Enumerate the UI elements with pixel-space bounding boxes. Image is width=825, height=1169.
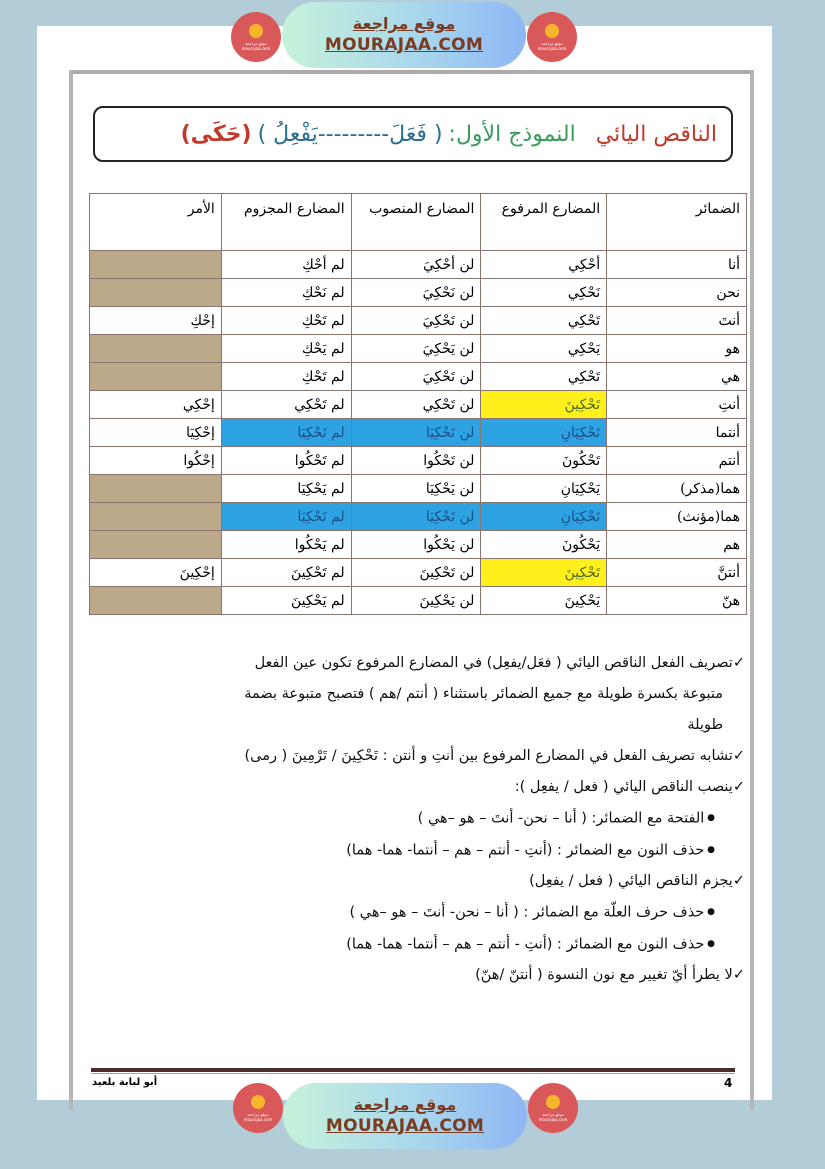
book-logo-icon <box>545 24 559 38</box>
header-marfu: المضارع المرفوع <box>481 194 607 251</box>
title-type: الناقص اليائي <box>595 121 717 147</box>
cell-majzum: لم يَحْكِ <box>221 335 351 363</box>
note-1-line-2: متبوعة بكسرة طويلة مع جميع الضمائر باستثناء ( أنتم /هم ) فتصبح متبوعة بضمة <box>244 686 723 702</box>
table-row <box>90 251 747 279</box>
cell-amr <box>90 587 222 615</box>
logo-caption: mourajaa.com <box>241 45 271 51</box>
page-frame-right <box>750 70 754 1110</box>
table-row <box>90 531 747 559</box>
cell-pronoun: أنتِ <box>607 391 747 419</box>
table-row <box>90 335 747 363</box>
cell-mansub: لن تَحْكِي <box>351 391 481 419</box>
cell-amr <box>90 503 222 531</box>
footer-divider-shadow <box>91 1073 735 1074</box>
cell-pronoun: أنتَ <box>607 307 747 335</box>
cell-marfu: يَحْكِي <box>481 335 607 363</box>
cell-amr <box>90 475 222 503</box>
cell-pronoun: أنتنَّ <box>607 559 747 587</box>
logo-caption: mourajaa.com <box>537 45 567 51</box>
cell-majzum: لم تَحْكُوا <box>221 447 351 475</box>
note-4-bullet-1: ● حذف حرف العلّة مع الضمائر : ( أنا – نحن- أنتَ – هو –هي ) <box>95 897 745 929</box>
header-amr: الأمر <box>90 194 222 251</box>
watermark-logo-right-top <box>527 12 577 62</box>
watermark-logo-left-bottom <box>233 1083 283 1133</box>
header-majzum: المضارع المجزوم <box>221 194 351 251</box>
cell-amr: إحْكِ <box>90 307 222 335</box>
cell-mansub: لن نَحْكِيَ <box>351 279 481 307</box>
watermark-logo-right-bottom <box>528 1083 578 1133</box>
cell-pronoun: أنتم <box>607 447 747 475</box>
title-model: النموذج الأول: <box>448 121 576 147</box>
cell-mansub: لن أحْكِيَ <box>351 251 481 279</box>
table-row <box>90 419 747 447</box>
note-3-bullet-2: ● حذف النون مع الضمائر : (أنتِ - أنتم – هم – أنتما- هما- هما) <box>95 835 745 867</box>
cell-majzum: لم أحْكِ <box>221 251 351 279</box>
cell-amr <box>90 363 222 391</box>
table-header-row <box>90 194 747 251</box>
cell-mansub: لن يَحْكِيَا <box>351 475 481 503</box>
cell-pronoun: هو <box>607 335 747 363</box>
note-4: ✓ يجزم الناقص اليائي ( فعل / يفعِل) <box>95 866 745 897</box>
cell-majzum: لم تَحْكِي <box>221 391 351 419</box>
note-1-line-3: طويلة <box>687 717 723 733</box>
cell-marfu-highlighted: تَحْكِينَ <box>481 391 607 419</box>
note-1-line-1: ✓ تصريف الفعل الناقص اليائي ( فعَل/يفعِل) في المضارع المرفوع تكون عين الفعل <box>95 648 745 679</box>
book-logo-icon <box>249 24 263 38</box>
page-frame-left <box>69 70 73 1110</box>
table-row <box>90 559 747 587</box>
cell-marfu: تَحْكِي <box>481 363 607 391</box>
cell-majzum: لم تَحْكِ <box>221 307 351 335</box>
cell-marfu: تَحْكِي <box>481 307 607 335</box>
cell-majzum: لم يَحْكِينَ <box>221 587 351 615</box>
cell-majzum: لم نَحْكِ <box>221 279 351 307</box>
table-row <box>90 279 747 307</box>
cell-majzum: لم تَحْكِ <box>221 363 351 391</box>
watermark-banner-top[interactable] <box>282 2 526 68</box>
cell-marfu: تَحْكُونَ <box>481 447 607 475</box>
logo-caption: mourajaa.com <box>243 1116 273 1122</box>
cell-mansub: لن تَحْكُوا <box>351 447 481 475</box>
cell-amr: إحْكِي <box>90 391 222 419</box>
cell-mansub: لن تَحْكِينَ <box>351 559 481 587</box>
logo-caption: موقع مراجعة <box>541 40 563 46</box>
logo-caption: mourajaa.com <box>538 1116 568 1122</box>
note-2: ✓ تشابه تصريف الفعل في المضارع المرفوع بين أنتِ و أنتن : تَحْكِينَ / تَرْمِينَ ( رمى) <box>95 741 745 772</box>
cell-pronoun: هما(مؤنث) <box>607 503 747 531</box>
cell-amr <box>90 251 222 279</box>
book-logo-icon <box>251 1095 265 1109</box>
cell-majzum-highlighted: لم تَحْكِيَا <box>221 503 351 531</box>
cell-majzum: لم يَحْكُوا <box>221 531 351 559</box>
note-4-bullet-2: ● حذف النون مع الضمائر : (أنتِ - أنتم – هم – أنتما- هما- هما) <box>95 929 745 961</box>
watermark-english: MOURAJAA.COM <box>325 1116 485 1136</box>
cell-pronoun: نحن <box>607 279 747 307</box>
table-row <box>90 363 747 391</box>
note-3-bullet-1: ● الفتحة مع الضمائر: ( أنا – نحن- أنتَ – هو –هي ) <box>95 803 745 835</box>
footer-divider <box>91 1068 735 1072</box>
grammar-notes <box>95 648 745 991</box>
footer-author: أبو لبابة بلعيد <box>92 1077 158 1088</box>
cell-majzum: لم يَحْكِيَا <box>221 475 351 503</box>
lesson-title-box <box>93 106 733 162</box>
logo-caption: موقع مراجعة <box>245 40 267 46</box>
cell-pronoun: هما(مذكر) <box>607 475 747 503</box>
table-row <box>90 307 747 335</box>
cell-mansub-highlighted: لن تَحْكِيَا <box>351 503 481 531</box>
table-row <box>90 475 747 503</box>
title-pattern: ( فَعَلَ---------يَفْعِلُ ) <box>257 121 443 147</box>
cell-amr: إحْكُوا <box>90 447 222 475</box>
cell-marfu-highlighted: تَحْكِيَانِ <box>481 503 607 531</box>
logo-caption: موقع مراجعة <box>247 1111 269 1117</box>
cell-marfu-highlighted: تَحْكِيَانِ <box>481 419 607 447</box>
page-number: 4 <box>724 1076 733 1090</box>
cell-pronoun: أنا <box>607 251 747 279</box>
cell-amr <box>90 335 222 363</box>
cell-majzum-highlighted: لم تَحْكِيَا <box>221 419 351 447</box>
cell-marfu: أحْكِي <box>481 251 607 279</box>
table-row <box>90 391 747 419</box>
cell-marfu: نَحْكِي <box>481 279 607 307</box>
cell-marfu-highlighted: تَحْكِينَ <box>481 559 607 587</box>
book-logo-icon <box>546 1095 560 1109</box>
conjugation-table <box>89 193 747 615</box>
cell-mansub: لن تَحْكِيَ <box>351 307 481 335</box>
watermark-arabic: موقع مراجعة <box>353 1095 457 1114</box>
note-5: ✓ لا يطرأ أيّ تغيير مع نون النسوة ( أنتنّ /هنّ) <box>95 960 745 991</box>
table-row <box>90 447 747 475</box>
cell-majzum: لم تَحْكِينَ <box>221 559 351 587</box>
cell-amr: إحْكِينَ <box>90 559 222 587</box>
cell-amr: إحْكِيَا <box>90 419 222 447</box>
header-pronouns: الضمائر <box>607 194 747 251</box>
cell-mansub: لن يَحْكِينَ <box>351 587 481 615</box>
page-frame-top <box>70 70 750 74</box>
watermark-english: MOURAJAA.COM <box>324 35 484 55</box>
cell-marfu: يَحْكِيَانِ <box>481 475 607 503</box>
cell-mansub-highlighted: لن تَحْكِيَا <box>351 419 481 447</box>
logo-caption: موقع مراجعة <box>542 1111 564 1117</box>
cell-mansub: لن يَحْكُوا <box>351 531 481 559</box>
table-row <box>90 587 747 615</box>
title-example-verb: (حَكَى) <box>180 121 252 147</box>
table-row <box>90 503 747 531</box>
cell-pronoun: هم <box>607 531 747 559</box>
watermark-logo-left-top <box>231 12 281 62</box>
cell-pronoun: هنّ <box>607 587 747 615</box>
note-3: ✓ ينصب الناقص اليائي ( فعل / يفعِل ): <box>95 772 745 803</box>
cell-amr <box>90 531 222 559</box>
cell-mansub: لن تَحْكِيَ <box>351 363 481 391</box>
cell-marfu: يَحْكُونَ <box>481 531 607 559</box>
cell-mansub: لن يَحْكِيَ <box>351 335 481 363</box>
cell-pronoun: هي <box>607 363 747 391</box>
header-mansub: المضارع المنصوب <box>351 194 481 251</box>
cell-pronoun: أنتما <box>607 419 747 447</box>
cell-marfu: يَحْكِينَ <box>481 587 607 615</box>
watermark-arabic: موقع مراجعة <box>352 14 456 33</box>
cell-amr <box>90 279 222 307</box>
watermark-banner-bottom[interactable] <box>283 1083 527 1149</box>
